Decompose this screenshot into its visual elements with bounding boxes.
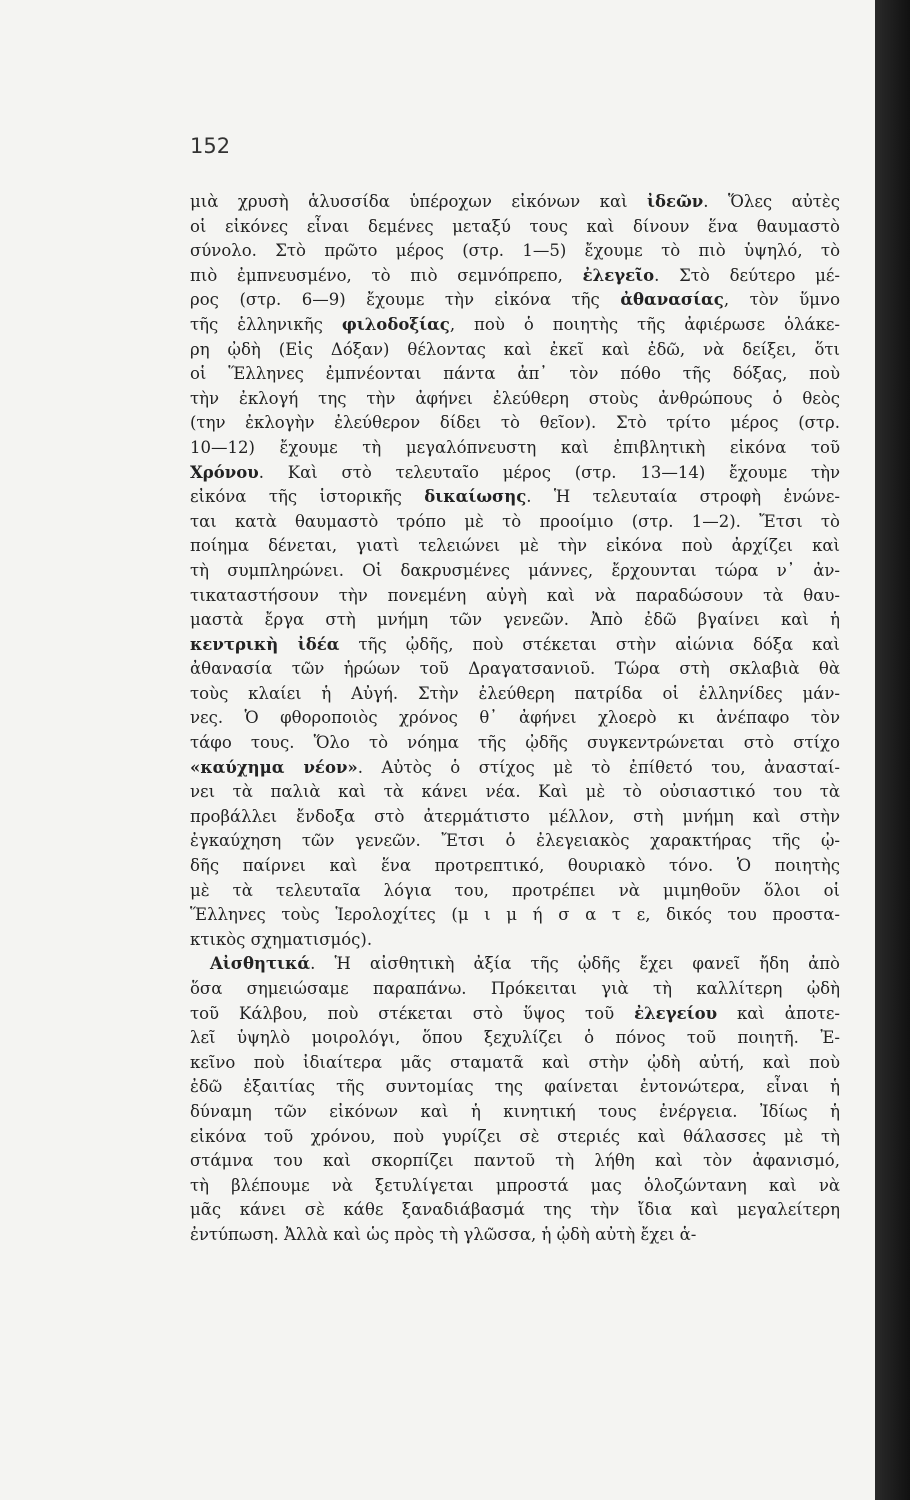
text-segment: ρος (στρ. 6—9) ἔχουμε τὴν εἰκόνα τῆς [190,290,621,310]
body-text [190,190,840,1248]
text-line [190,657,840,682]
text-line [190,879,840,904]
text-line [190,780,840,805]
text-segment: στάμνα του καὶ σκορπίζει παντοῦ τὴ λήθη καὶ τὸν ἀφανισμό, [190,1151,840,1171]
page-number: 152 [190,134,231,158]
text-segment: μιὰ χρυσὴ ἁλυσσίδα ὑπέροχων εἰκόνων καὶ [190,192,648,211]
bold-term: Χρόνου [190,462,259,482]
text-segment: κεῖνο ποὺ ἰδιαίτερα μᾶς σταματᾶ καὶ στὴν ᾠδὴ αὐτή, καὶ ποὺ [190,1052,840,1072]
text-segment: τῆς ᾠδῆς, ποὺ στέκεται στὴν αἰώνια δόξα καὶ [339,634,840,654]
text-segment: ἀθανασία τῶν ἡρώων τοῦ Δραγατσανιοῦ. Τώρα στὴ σκλαβιὰ θὰ [190,659,840,679]
text-line [190,928,840,953]
text-segment: μαστὰ ἔργα στὴ μνήμη τῶν γενεῶν. Ἀπὸ ἐδῶ βγαίνει καὶ ἡ [190,610,840,630]
text-line [190,731,840,756]
text-line [190,1174,840,1199]
text-segment: 10—12) ἔχουμε τὴ μεγαλόπνευστη καὶ ἐπιβλητικὴ εἰκόνα τοῦ [190,437,840,457]
text-segment: τῆς ἑλληνικῆς [190,314,342,334]
text-line [190,387,840,412]
text-line [190,805,840,830]
text-line [190,1198,840,1223]
text-segment: λεῖ ὑψηλὸ μοιρολόγι, ὅπου ξεχυλίζει ὁ πόνος τοῦ ποιητῆ. Ἐ- [190,1028,840,1048]
text-line [190,190,840,215]
text-segment: οἱ εἰκόνες εἶναι δεμένες μεταξύ τους καὶ δίνουν ἕνα θαυμαστὸ [190,216,840,236]
text-line [190,952,840,977]
text-line [190,313,840,338]
text-line [190,584,840,609]
bold-term: ἀθανασίας [620,290,724,310]
text-line [190,239,840,264]
text-line [190,288,840,313]
text-segment: . Ὅλες αὐτὲς [703,192,840,211]
bold-term: κεντρικὴ ἰδέα [190,634,340,654]
text-segment: τὴ βλέπουμε νὰ ξετυλίγεται μπροστά μας ὁλοζώντανη καὶ νὰ [190,1175,840,1195]
text-segment: ἐγκαύχηση τῶν γενεῶν. Ἔτσι ὁ ἐλεγειακὸς χαρακτήρας τῆς ᾠ- [190,831,840,851]
text-segment: . Ἡ τελευταία στροφὴ ἑνώνε- [526,487,840,507]
text-segment: οἱ Ἕλληνες ἐμπνέονται πάντα ἀπ᾽ τὸν πόθο τῆς δόξας, ποὺ [190,364,840,384]
text-segment: . Ἡ αἰσθητικὴ ἀξία τῆς ᾠδῆς ἔχει φανεῖ ἤδη ἀπὸ [310,954,840,974]
text-line [190,1223,840,1248]
text-line [190,215,840,240]
text-line [190,1100,840,1125]
text-line [190,485,840,510]
text-segment: μᾶς κάνει σὲ κάθε ξαναδιάβασμά της τὴν ἴδια καὶ μεγαλείτερη [190,1200,840,1220]
text-segment: νει τὰ παλιὰ καὶ τὰ κάνει νέα. Καὶ μὲ τὸ οὐσιαστικό του τὰ [190,782,840,802]
text-line [190,510,840,535]
text-segment: ποίημα δένεται, γιατὶ τελειώνει μὲ τὴν εἰκόνα ποὺ ἀρχίζει καὶ [190,536,840,556]
bold-term: «καύχημα νέον» [190,757,358,777]
text-segment: τικαταστήσουν τὴν πονεμένη αὐγὴ καὶ νὰ παραδώσουν τὰ θαυ- [190,585,840,605]
text-line [190,1002,840,1027]
text-segment: νες. Ὁ φθοροποιὸς χρόνος θ᾽ ἀφήνει χλοερὸ κι ἀνέπαφο τὸν [190,708,840,728]
text-segment: ὅσα σημειώσαμε παραπάνω. Πρόκειται γιὰ τὴ καλλίτερη ᾠδὴ [190,979,840,998]
text-line [190,854,840,879]
bold-term: Αἰσθητικά [210,954,311,974]
text-segment: τάφο τους. Ὅλο τὸ νόημα τῆς ᾠδῆς συγκεντρώνεται στὸ στίχο [190,733,840,753]
text-line [190,1075,840,1100]
text-segment: καὶ ἀποτε- [717,1003,840,1023]
text-segment: , ποὺ ὁ ποιητὴς τῆς ἀφιέρωσε ὁλάκε- [449,314,840,334]
text-segment: σύνολο. Στὸ πρῶτο μέρος (στρ. 1—5) ἔχουμε τὸ πιὸ ὑψηλό, τὸ [190,241,840,261]
text-segment: κτικὸς σχηματισμός). [190,929,373,949]
text-line [190,706,840,731]
text-line [190,436,840,461]
text-segment: τὴ συμπληρώνει. Οἱ δακρυσμένες μάννες, ἔρχουνται τώρα ν᾽ ἀν- [190,560,840,580]
text-segment: εἰκόνα τῆς ἱστορικῆς [190,487,425,507]
text-segment: ἐδῶ ἐξαιτίας τῆς συντομίας της φαίνεται ἐντονώτερα, εἶναι ἡ [190,1077,840,1097]
text-line [190,829,840,854]
text-line [190,362,840,387]
text-line [190,1149,840,1174]
text-segment: ἐντύπωση. Ἀλλὰ καὶ ὡς πρὸς τὴ γλῶσσα, ἡ ᾠδὴ αὐτὴ ἔχει ἁ- [190,1224,697,1244]
text-segment: μὲ τὰ τελευταῖα λόγια του, προτρέπει νὰ μιμηθοῦν ὅλοι οἱ [190,880,840,900]
text-line [190,633,840,658]
text-segment: πιὸ ἐμπνευσμένο, τὸ πιὸ σεμνόπρεπο, [190,265,583,285]
bold-term: ἐλεγείου [634,1003,718,1023]
text-line [190,977,840,1002]
text-line [190,559,840,584]
text-segment: Ἕλληνες τοὺς Ἱερολοχίτες (μ ι μ ή σ α τ ε, δικός του προστα- [190,905,840,925]
text-segment: . Στὸ δεύτερο μέ- [654,265,840,285]
text-segment: τοῦ Κάλβου, ποὺ στέκεται στὸ ὕψος τοῦ [190,1003,635,1023]
text-line [190,1125,840,1150]
scan-edge [875,0,910,1500]
text-segment: δῆς παίρνει καὶ ἕνα προτρεπτικό, θουριακὸ τόνο. Ὁ ποιητὴς [190,856,840,876]
text-segment: τὴν ἐκλογή της τὴν ἀφήνει ἐλεύθερη στοὺς ἀνθρώπους ὁ θεὸς [190,388,840,408]
text-line [190,461,840,486]
text-segment: προβάλλει ἔνδοξα στὸ ἀτερμάτιστο μέλλον, στὴ μνήμη καὶ στὴν [190,806,840,826]
text-line [190,264,840,289]
text-segment: δύναμη τῶν εἰκόνων καὶ ἡ κινητική τους ἐνέργεια. Ἰδίως ἡ [190,1101,840,1121]
text-line [190,756,840,781]
text-segment: τοὺς κλαίει ἡ Αὐγή. Στὴν ἐλεύθερη πατρίδα οἱ ἑλληνίδες μάν- [190,683,840,703]
text-line [190,903,840,928]
bold-term: ἐλεγεῖο [582,265,655,285]
text-line [190,411,840,436]
text-line [190,1026,840,1051]
bold-term: δικαίωσης [424,487,527,507]
text-segment: ται κατὰ θαυμαστὸ τρόπο μὲ τὸ προοίμιο (στρ. 1—2). Ἔτσι τὸ [190,511,840,531]
text-segment: . Καὶ στὸ τελευταῖο μέρος (στρ. 13—14) ἔχουμε τὴν [258,462,840,482]
text-line [190,608,840,633]
bold-term: ἰδεῶν [647,192,704,211]
text-segment: . Αὐτὸς ὁ στίχος μὲ τὸ ἐπίθετό του, ἀνασταί- [357,757,840,777]
text-line [190,1051,840,1076]
text-segment: (την ἐκλογὴν ἐλεύθερον δίδει τὸ θεῖον). Στὸ τρίτο μέρος (στρ. [190,413,840,433]
text-line [190,338,840,363]
text-segment: ρη ᾠδὴ (Εἰς Δόξαν) θέλοντας καὶ ἐκεῖ καὶ ἐδῶ, νὰ δείξει, ὅτι [190,339,840,359]
text-segment: , τὸν ὕμνο [723,290,840,310]
text-line [190,534,840,559]
text-segment: εἰκόνα τοῦ χρόνου, ποὺ γυρίζει σὲ στεριές καὶ θάλασσες μὲ τὴ [190,1126,840,1146]
text-line [190,682,840,707]
bold-term: φιλοδοξίας [341,314,450,334]
